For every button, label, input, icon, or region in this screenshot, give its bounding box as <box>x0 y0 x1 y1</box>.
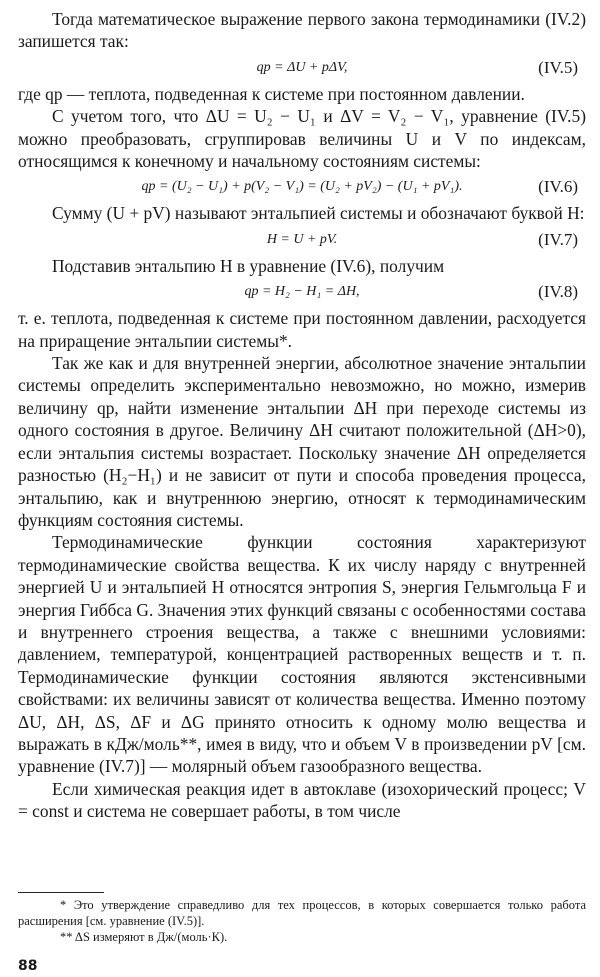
footnote-divider <box>18 892 104 893</box>
paragraph-heat-meaning: т. е. теплота, подведенная к системе при постоянном давлении, расходуется на приращение энтальпии системы*. <box>18 308 586 351</box>
equation-number: (IV.8) <box>538 282 578 302</box>
equation-expression: H = U + pV. <box>266 231 338 247</box>
paragraph-transform: С учетом того, что ΔU = U₂ − U₁ и ΔV = V₂ − V₁, уравнение (IV.5) можно преобразовать, сгруппировав величины U и V по индексам, относящимся к конечному и начальному состояниям системы: <box>18 106 586 172</box>
page-number: 88 <box>18 958 38 974</box>
equation-number: (IV.6) <box>538 177 578 197</box>
equation-expression: qp = ΔU + pΔV, <box>256 59 348 75</box>
paragraph-qp-definition: где qp — теплота, подведенная к системе при постоянном давлении. <box>18 83 525 104</box>
paragraph-state-functions: Термодинамические функции состояния характеризуют термодинамические свойства вещества. К их числу наряду с внутренней энергией U и энтальпией H относятся энтропия S, энергия Гельмгольца F и энергия Гиббса G. Значения этих функций связаны с особенностями состава и внутреннего строения вещества, а также с внешними условиями: давлением, температурой, концентрацией растворенных веществ и т. п. Термодинамические функции состояния являются экстенсивными свойствами: их величины зависят от количества вещества. Именно поэтому ΔU, ΔH, ΔS, ΔF и ΔG принято относить к одному молю вещества и выражать в кДж/моль**, имея в виду, что и объем V в произведении pV [см. уравнение (IV.7)] — молярный объем газообразного вещества. <box>18 532 586 777</box>
equation-iv6 <box>18 173 586 201</box>
paragraph-enthalpy-definition: Сумму (U + pV) называют энтальпией системы и обозначают буквой H: <box>52 203 585 224</box>
paragraph-autoclave: Если химическая реакция идет в автоклаве (изохорический процесс; V = const и система не совершает работы, в том числе <box>18 778 586 822</box>
equation-expression: qp = H₂ − H₁ = ΔH, <box>244 284 360 300</box>
paragraph-intro: Тогда математическое выражение первого закона термодинамики (IV.2) запишется так: <box>18 9 586 52</box>
paragraph-enthalpy-change: Так же как и для внутренней энергии, абсолютное значение энтальпии системы определить экспериментально невозможно, но можно, измерив величину qp, найти изменение энтальпии ΔH при переходе системы из одного состояния в другое. Величину ΔH считают положительной (ΔH>0), если энтальпия системы возрастает. Поскольку значение ΔH определяется разностью (H₂−H₁) и не зависит от пути и способа проведения процесса, энтальпию, как и внутреннюю энергию, относят к термодинамическим функциям состояния системы. <box>18 353 586 530</box>
equation-number: (IV.7) <box>538 229 578 249</box>
footnote-2: ** ΔS измеряют в Дж/(моль·К). <box>60 930 228 944</box>
footnote-1: * Это утверждение справедливо для тех процессов, в которых совершается только работа расширения [см. уравнение (IV.5)]. <box>18 898 586 928</box>
equation-number: (IV.5) <box>538 57 578 77</box>
paragraph-substitution: Подставив энтальпию H в уравнение (IV.6), получим <box>52 255 445 276</box>
equation-iv8 <box>18 278 586 306</box>
equation-expression: qp = (U₂ − U₁) + p(V₂ − V₁) = (U₂ + pV₂) − (U₁ + pV₁). <box>141 179 463 195</box>
equation-iv5 <box>18 54 586 82</box>
footnotes <box>18 892 586 945</box>
equation-iv7 <box>18 226 586 254</box>
